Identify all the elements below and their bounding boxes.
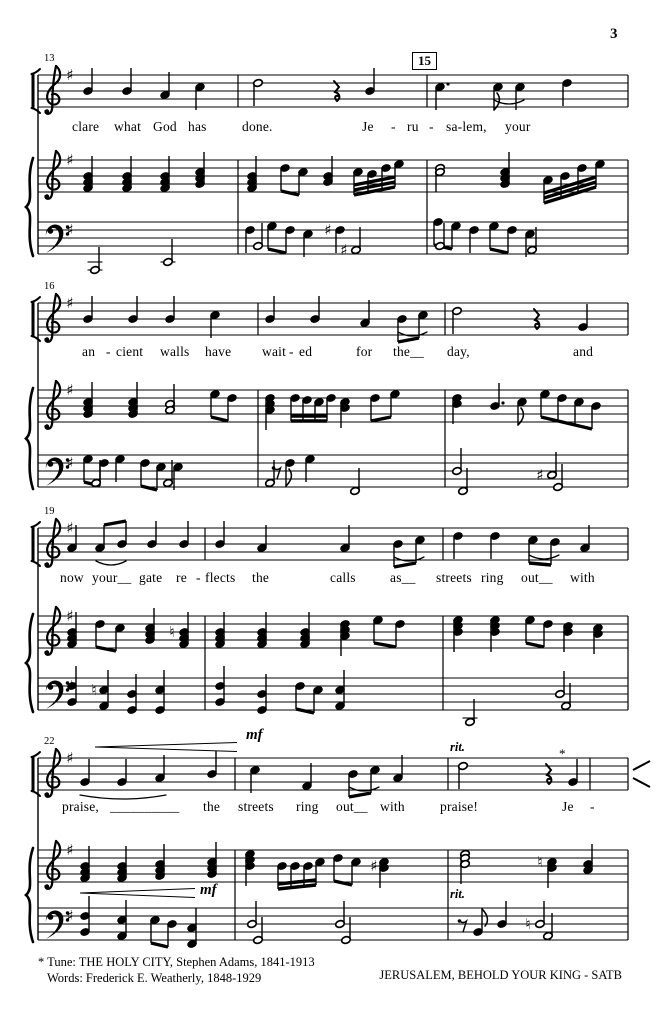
lyric-syllable: have — [205, 344, 232, 359]
lyric-syllable: ring — [296, 799, 319, 814]
footnote-asterisk: * — [559, 746, 566, 761]
svg-text:♯: ♯ — [66, 66, 74, 84]
lyric-syllable: streets — [436, 570, 472, 585]
lyric-syllable: as__ — [390, 570, 416, 585]
lyric-syllable: with — [570, 570, 595, 585]
measure-number: 13 — [44, 53, 55, 64]
lyric-syllable: flects — [205, 570, 236, 585]
lyric-syllable: for — [356, 344, 373, 359]
svg-text:♮: ♮ — [91, 681, 97, 699]
lyric-syllable: Je — [362, 119, 374, 134]
svg-text:♮: ♮ — [169, 623, 175, 641]
lyric-syllable: your__ — [92, 570, 132, 585]
lyric-syllable: streets — [238, 799, 274, 814]
svg-text:♯: ♯ — [66, 749, 74, 767]
words-credit: Words: Frederick E. Weatherly, 1848-1929 — [47, 971, 262, 985]
lyric-syllable: now — [60, 570, 84, 585]
lyric-syllable: praise! — [440, 799, 479, 814]
lyric-syllable: what — [114, 119, 142, 134]
lyric-syllable: an — [82, 344, 96, 359]
tempo-marking: rit. — [450, 887, 465, 901]
lyric-syllable: re — [176, 570, 187, 585]
lyric-syllable: and — [573, 344, 594, 359]
lyric-syllable: with — [380, 799, 405, 814]
svg-text:♯: ♯ — [324, 221, 332, 239]
tune-credit: * Tune: THE HOLY CITY, Stephen Adams, 1841-1913 — [38, 955, 315, 969]
lyric-syllable: - — [429, 119, 434, 134]
lyric-syllable: ed — [299, 344, 313, 359]
lyric-syllable: the — [252, 570, 270, 585]
lyric-syllable: cient — [116, 344, 144, 359]
svg-text:♯: ♯ — [66, 907, 74, 925]
lyric-syllable: gate — [139, 570, 163, 585]
lyric-syllable: - — [196, 570, 201, 585]
lyric-syllable: walls — [160, 344, 190, 359]
footer-title: JERUSALEM, BEHOLD YOUR KING - SATB — [379, 968, 622, 982]
svg-text:♯: ♯ — [66, 381, 74, 399]
svg-text:♯: ♯ — [66, 294, 74, 312]
lyric-syllable: wait — [262, 344, 287, 359]
lyric-syllable: praise, — [62, 799, 100, 814]
lyric-syllable: - — [391, 119, 396, 134]
lyric-syllable: the__ — [393, 344, 424, 359]
svg-text:♮: ♮ — [525, 915, 531, 933]
lyric-syllable: calls — [330, 570, 356, 585]
lyric-syllable: - — [590, 799, 595, 814]
lyric-syllable: Je — [562, 799, 574, 814]
svg-text:♯: ♯ — [66, 454, 74, 472]
dynamic-marking: mf — [200, 882, 217, 898]
lyric-syllable: out__ — [521, 570, 553, 585]
lyric-syllable: God — [153, 119, 177, 134]
lyric-syllable: - — [106, 344, 111, 359]
svg-text:♮: ♮ — [537, 853, 543, 871]
measure-number: 16 — [44, 281, 55, 292]
svg-text:♯: ♯ — [66, 607, 74, 625]
lyric-syllable: ru — [407, 119, 419, 134]
dynamic-marking: mf — [246, 727, 263, 743]
svg-text:♯: ♯ — [536, 466, 544, 484]
lyric-syllable: done. — [242, 119, 273, 134]
lyric-syllable: day, — [447, 344, 470, 359]
tempo-marking: rit. — [450, 740, 465, 754]
lyric-syllable: sa-lem, — [446, 119, 487, 134]
lyric-syllable: out__ — [336, 799, 368, 814]
lyric-syllable: has — [188, 119, 207, 134]
svg-text:♯: ♯ — [340, 241, 348, 259]
measure-number: 19 — [44, 506, 55, 517]
svg-text:♯: ♯ — [66, 151, 74, 169]
measure-number: 22 — [44, 736, 55, 747]
svg-text:♯: ♯ — [66, 221, 74, 239]
svg-text:♯: ♯ — [66, 841, 74, 859]
rehearsal-mark: 15 — [412, 52, 437, 70]
lyric-syllable: your — [505, 119, 531, 134]
lyric-syllable: ring — [481, 570, 504, 585]
page-number: 3 — [610, 26, 618, 42]
lyric-syllable: the — [203, 799, 221, 814]
lyric-syllable: clare — [72, 119, 100, 134]
svg-text:♯: ♯ — [370, 857, 378, 875]
svg-text:♯: ♯ — [66, 519, 74, 537]
lyric-syllable: - — [289, 344, 294, 359]
lyric-syllable: __________ — [110, 799, 180, 814]
